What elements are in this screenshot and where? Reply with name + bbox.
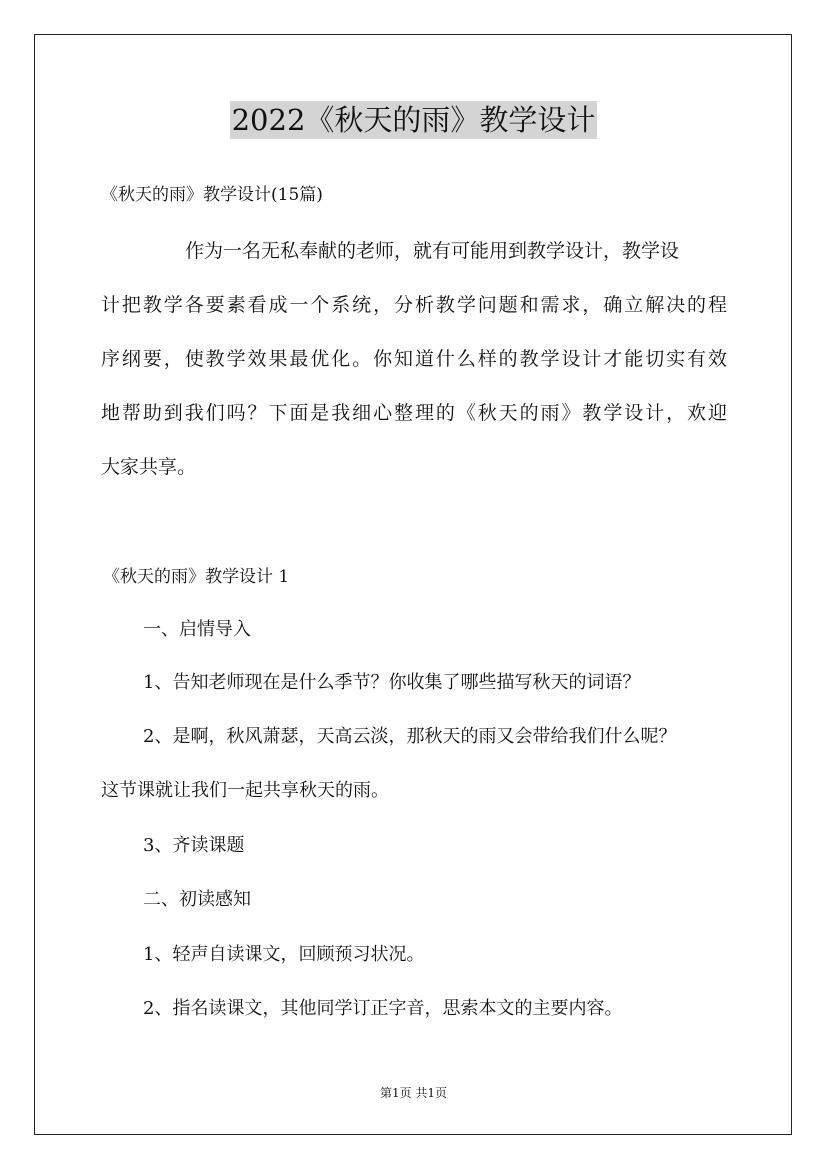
document-subtitle: 《秋天的雨》教学设计(15篇) [101, 185, 323, 205]
document-title [0, 98, 827, 139]
section-title: 《秋天的雨》教学设计 1 [103, 567, 290, 587]
intro-line-2: 计把教学各要素看成一个系统，分析教学问题和需求，确立解决的程 [101, 294, 727, 316]
body-line-1: 一、启情导入 [143, 619, 251, 640]
body-line-8: 2、指名读课文，其他同学订正字音，思索本文的主要内容。 [143, 998, 623, 1019]
intro-line-4: 地帮助到我们吗？下面是我细心整理的《秋天的雨》教学设计，欢迎 [101, 402, 727, 424]
body-line-4: 这节课就让我们一起共享秋天的雨。 [101, 780, 389, 801]
body-line-7: 1、轻声自读课文，回顾预习状况。 [143, 944, 425, 965]
body-line-6: 二、初读感知 [143, 889, 251, 910]
body-line-3: 2、是啊，秋风萧瑟，天高云淡，那秋天的雨又会带给我们什么呢？ [143, 726, 677, 747]
document-title-text: 2022《秋天的雨》教学设计 [231, 103, 596, 137]
intro-line-5: 大家共享。 [101, 456, 197, 478]
page-footer: 第1页 共1页 [379, 1086, 448, 1100]
body-line-2: 1、告知老师现在是什么季节？你收集了哪些描写秋天的词语？ [143, 672, 641, 693]
intro-line-1: 作为一名无私奉献的老师，就有可能用到教学设计，教学设 [185, 240, 680, 262]
body-line-5: 3、齐读课题 [143, 835, 245, 856]
intro-line-3: 序纲要，使教学效果最优化。你知道什么样的教学设计才能切实有效 [101, 348, 727, 370]
